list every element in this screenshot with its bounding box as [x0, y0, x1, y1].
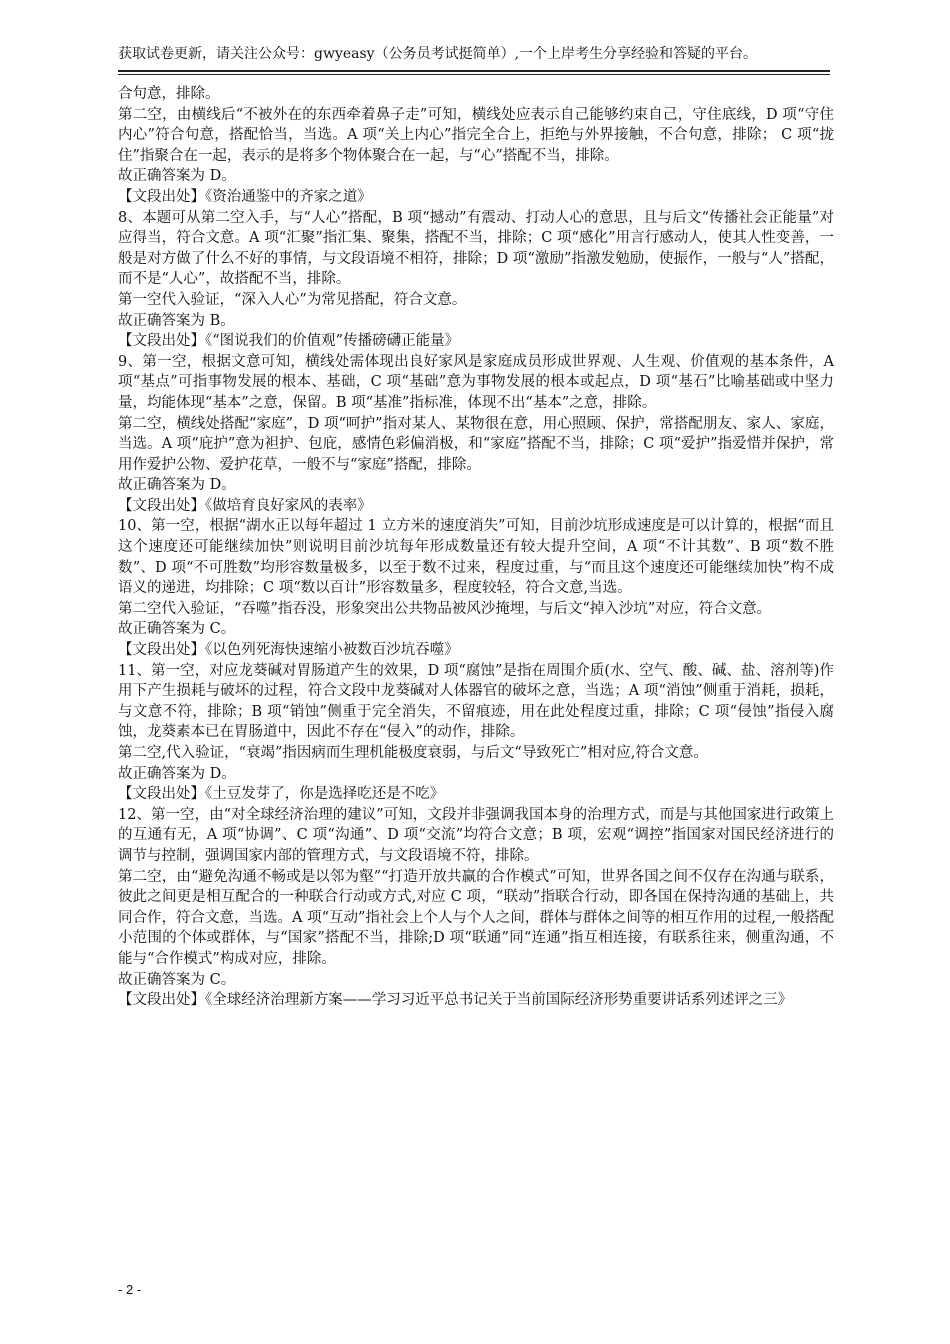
source-line: 【文段出处】《以色列死海快速缩小被数百沙坑吞噬》: [118, 642, 459, 659]
source-line: 【文段出处】《做培育良好家风的表率》: [118, 497, 372, 514]
paragraph: 11、第一空，对应龙葵碱对胃肠道产生的效果，D 项“腐蚀”是指在周围介质(水、空气、酸、碱、盐、溶剂等)作用下产生损耗与破坏的过程，符合文段中龙葵碱对人体器官的破坏之意，当选；A 项“消蚀”侧重于消耗，损耗，与文意不符，排除；B 项“销蚀”侧重于完全消失，不留痕迹，用在此处程度过重，排除；C 项“侵蚀”指侵入腐蚀，龙葵素本已在胃肠道中，因此不存在“侵入”的动作，排除。: [118, 662, 834, 741]
header-rule-thin: [118, 74, 830, 75]
source-line: 【文段出处】《资治通鉴中的齐家之道》: [118, 188, 372, 205]
source-line: 【文段出处】《全球经济治理新方案——学习习近平总书记关于当前国际经济形势重要讲话系列述评之三》: [118, 992, 793, 1009]
paragraph: 12、第一空，由“对全球经济治理的建议”可知，文段并非强调我国本身的治理方式，而是与其他国家进行政策上的互通有无，A 项“协调”、C 项“沟通”、D 项“交流”均符合文意；B 项，宏观“调控”指国家对国民经济进行的调节与控制，强调国家内部的管理方式，与文段语境不符，排除。: [118, 806, 834, 864]
paragraph: 合句意，排除。: [118, 86, 220, 102]
answer-line: 故正确答案为 B。: [118, 312, 235, 329]
paragraph: 10、第一空，根据“湖水正以每年超过 1 立方米的速度消失”可知，目前沙坑形成速度是可以计算的，根据“而且这个速度还可能继续加快”则说明目前沙坑每年形成数量还有较大提升空间，A 项“不计其数”、B 项“数不胜数”、D 项“不可胜数”均形容数量极多，以至于数不过来，程度过重，与“而且这个速度还可能继续加快”构不成语义的递进，均排除；C 项“数以百计”形容数量多，程度较轻，符合文意,当选。: [118, 518, 834, 597]
paragraph: 第二空，由横线后“不被外在的东西牵着鼻子走”可知，横线处应表示自己能够约束自己，守住底线，D 项“守住内心”符合句意，搭配恰当，当选。A 项“关上内心”指完全合上，拒绝与外界接触，不合句意，排除； C 项“拢住”指聚合在一起，表示的是将多个物体聚合在一起，与“心”搭配不当，排除。: [118, 106, 834, 164]
answer-line: 故正确答案为 D。: [118, 477, 236, 494]
answer-line: 故正确答案为 C。: [118, 621, 236, 638]
paragraph: 第二空，横线处搭配“家庭”，D 项“呵护”指对某人、某物很在意，用心照顾、保护，常搭配朋友、家人、家庭，当选。A 项“庇护”意为袒护、包庇，感情色彩偏消极，和“家庭”搭配不当，排除；C 项“爱护”指爱惜并保护，常用作爱护公物、爱护花草，一般不与“家庭”搭配，排除。: [118, 415, 834, 473]
answer-line: 故正确答案为 D。: [118, 765, 236, 782]
page-number: - 2 -: [118, 1282, 142, 1297]
page-header: 获取试卷更新，请关注公众号：gwyeasy（公务员考试挺简单）,一个上岸考生分享经验和答疑的平台。: [118, 46, 758, 62]
paragraph: 第二空代入验证，“吞噬”指吞没，形象突出公共物品被风沙掩埋，与后文“掉入沙坑”对应，符合文意。: [118, 600, 772, 617]
header-rule-thick: [118, 70, 830, 72]
source-line: 【文段出处】《“图说我们的价值观”传播磅礴正能量》: [118, 333, 460, 350]
source-line: 【文段出处】《土豆发芽了，你是选择吃还是不吃》: [118, 786, 445, 803]
paragraph: 第一空代入验证，“深入人心”为常见搭配，符合文意。: [118, 291, 467, 308]
paragraph: 8、本题可从第二空入手，与“人心”搭配，B 项“撼动”有震动、打动人心的意思，且与后文“传播社会正能量”对应得当，符合文意。A 项“汇聚”指汇集、聚集，搭配不当，排除；C 项“感化”用言行感动人，使其人性变善，一般是对方做了什么不好的事情，与文段语境不相符，排除；D 项“激励”指激发勉励，使振作，一般与“人”搭配，而不是“人心”，故搭配不当，排除。: [118, 209, 834, 288]
document-body: [118, 84, 834, 1011]
paragraph: 9、第一空，根据文意可知，横线处需体现出良好家风是家庭成员形成世界观、人生观、价值观的基本条件，A 项“基点”可指事物发展的根本、基础，C 项“基础”意为事物发展的根本或起点，D 项“基石”比喻基础或中坚力量，均能体现“基本”之意，保留。B 项“基准”指标准，体现不出“基本”之意，排除。: [118, 353, 834, 411]
paragraph: 第二空,代入验证，“衰竭”指因病而生理机能极度衰弱，与后文“导致死亡”相对应,符合文意。: [118, 745, 708, 761]
answer-line: 故正确答案为 D。: [118, 168, 236, 185]
answer-line: 故正确答案为 C。: [118, 971, 236, 988]
paragraph: 第二空，由“避免沟通不畅或是以邻为壑”“打造开放共赢的合作模式”可知，世界各国之间不仅存在沟通与联系，彼此之间更是相互配合的一种联合行动或方式,对应 C 项，“联动”指联合行动，即各国在保持沟通的基础上，共同合作，符合文意，当选。A 项“互动”指社会上个人与个人之间，群体与群体之间等的相互作用的过程,一般搭配小范围的个体或群体，与“国家”搭配不当，排除;D 项“联通”同“连通”指互相连接，有联系往来，侧重沟通，不能与“合作模式”构成对应，排除。: [118, 868, 835, 967]
